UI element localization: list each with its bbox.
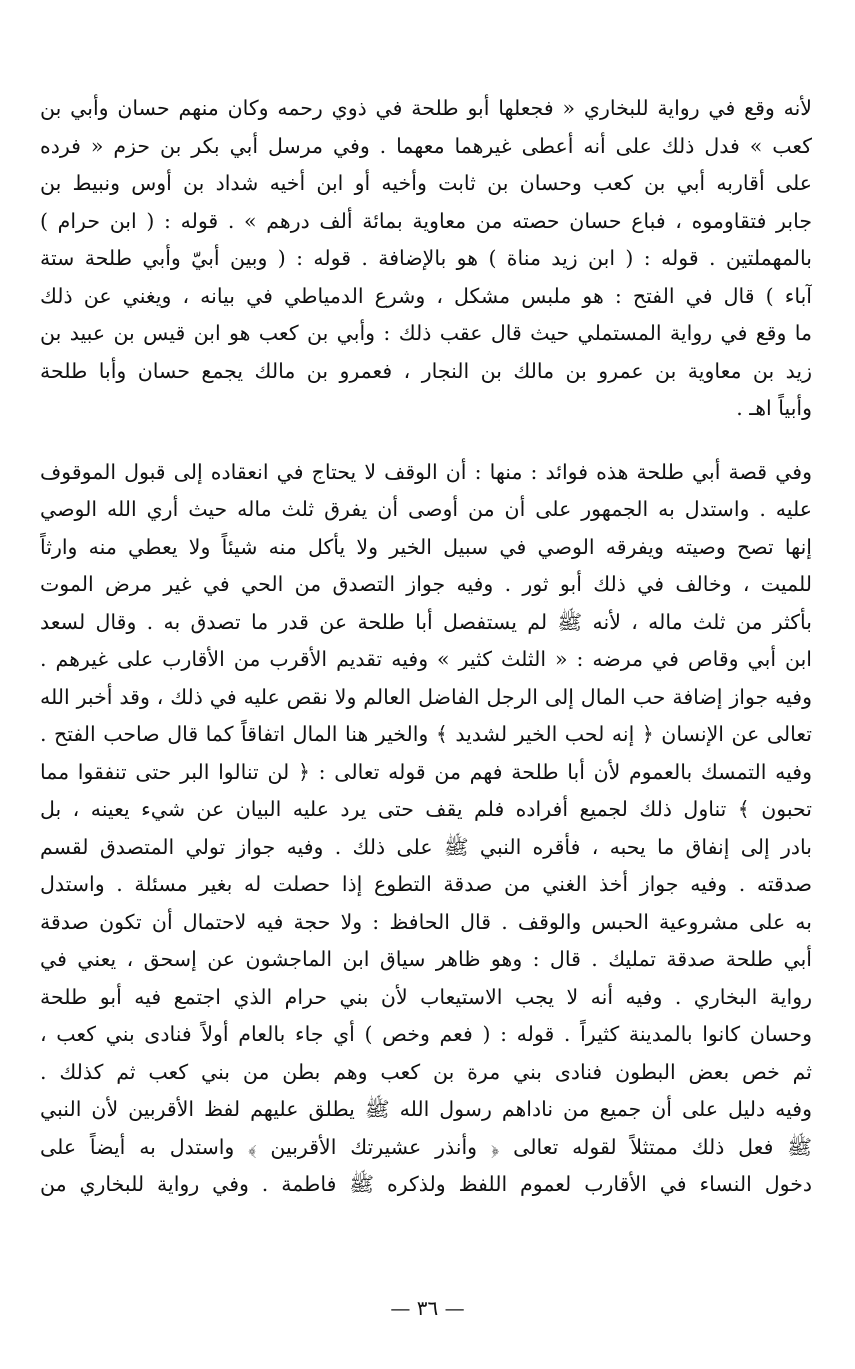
text-line: وفيه التمسك بالعموم لأن أبا طلحة فهم من قوله تعالى : ﴿ لن تنالوا البر حتى تنفقوا مما bbox=[40, 759, 812, 784]
text-line: وفيه جواز إضافة حب المال إلى الرجل الفاضل العالم ولا نقص عليه في ذلك ، وقد أخبر الله bbox=[40, 684, 812, 709]
text-line: على أقاربه أبي بن كعب وحسان بن ثابت وأخيه أو ابن أخيه شداد بن أوس ونبيط بن bbox=[40, 171, 812, 195]
text-line: ﷺ فعل ذلك ممتثلاً لقوله تعالى ﴿ وأنذر عشيرتك الأقربين ﴾ واستدل به أيضاً على bbox=[40, 1134, 812, 1159]
page-body bbox=[40, 90, 812, 1204]
paragraph-1 bbox=[40, 90, 812, 428]
text-line: وأبياً اهـ . bbox=[736, 396, 812, 420]
paragraph-gap bbox=[40, 428, 812, 454]
text-line: للميت ، وخالف في ذلك أبو ثور . وفيه جواز التصدق من الحي في غير مرض الموت bbox=[40, 572, 812, 596]
text-line: ابن أبي وقاص في مرضه : « الثلث كثير » وفيه تقديم الأقرب من الأقارب على غيرهم . bbox=[40, 647, 812, 671]
text-line: وحسان كانوا بالمدينة كثيراً . قوله : ( فعم وخص ) أي جاء بالعام أولاً فنادى بني كعب ، bbox=[40, 1022, 812, 1046]
text-line: عليه . واستدل به الجمهور على أن من أوصى أن يفرق ثلث ماله حيث أري الله الوصي bbox=[40, 497, 812, 521]
text-line: ثم خص بعض البطون فنادى بني مرة بن كعب وهم بطن من بني كعب ثم كذلك . bbox=[40, 1059, 812, 1084]
text-line: آباء ) قال في الفتح : هو ملبس مشكل ، وشرع الدمياطي في بيانه ، ويغني عن ذلك bbox=[40, 283, 812, 308]
text-line: بادر إلى إنفاق ما يحبه ، فأقره النبي ﷺ على ذلك . وفيه جواز تولي المتصدق لقسم bbox=[40, 834, 812, 859]
text-line: أبي طلحة صدقة تمليك . قال : وهو ظاهر سياق ابن الماجشون عن إسحق ، يعني في bbox=[40, 947, 812, 971]
text-line: بالمهملتين . قوله : ( ابن زيد مناة ) هو بالإضافة . قوله : ( وبين أبيّ وأبي طلحة ستة bbox=[40, 246, 812, 270]
text-line: لأنه وقع في رواية للبخاري « فجعلها أبو طلحة في ذوي رحمه وكان منهم حسان وأبي بن bbox=[40, 96, 812, 120]
text-line: به على مشروعية الحبس والوقف . قال الحافظ : ولا حجة فيه لاحتمال أن تكون صدقة bbox=[40, 909, 812, 934]
text-line: صدقته . وفيه جواز أخذ الغني من صدقة التطوع إذا حصلت له بغير مسئلة . واستدل bbox=[40, 872, 812, 896]
text-line: رواية البخاري . وفيه أنه لا يجب الاستيعاب لأن بني حرام الذي اجتمع فيه أبو طلحة bbox=[40, 984, 812, 1009]
text-line: إنها تصح وصيته ويفرقه الوصي في سبيل الخير ولا يأكل منه شيئاً ولا يعطي منه وارثاً bbox=[40, 534, 812, 559]
text-line: جابر فتقاوموه ، فباع حسان حصته من معاوية بمائة ألف درهم » . قوله : ( ابن حرام ) bbox=[40, 208, 812, 233]
text-line: زيد بن معاوية بن عمرو بن مالك بن النجار ، فعمرو بن مالك يجمع حسان وأبا طلحة bbox=[40, 358, 812, 383]
text-line: تعالى عن الإنسان ﴿ إنه لحب الخير لشديد ﴾ والخير هنا المال اتفاقاً كما قال صاحب الفتح . bbox=[40, 722, 812, 746]
text-line: وفيه دليل على أن جميع من ناداهم رسول الله ﷺ يطلق عليهم لفظ الأقربين لأن النبي bbox=[40, 1097, 812, 1121]
text-line: تحبون ﴾ تناول ذلك لجميع أفراده فلم يقف حتى يرد عليه البيان عن شيء يعينه ، بل bbox=[40, 797, 812, 821]
text-line: كعب » فدل ذلك على أنه أعطى غيرهما معهما . وفي مرسل أبي بكر بن حزم « فرده bbox=[40, 133, 812, 158]
text-line: دخول النساء في الأقارب لعموم اللفظ ولذكره ﷺ فاطمة . وفي رواية للبخاري من bbox=[40, 1172, 812, 1196]
text-line: بأكثر من ثلث ماله ، لأنه ﷺ لم يستفصل أبا طلحة عن قدر ما تصدق به . وقال لسعد bbox=[40, 609, 812, 634]
text-line: ما وقع في رواية المستملي حيث قال عقب ذلك : وأبي بن كعب هو ابن قيس بن عبيد بن bbox=[40, 321, 812, 345]
text-line: وفي قصة أبي طلحة هذه فوائد : منها : أن الوقف لا يحتاج في انعقاده إلى قبول الموقوف bbox=[40, 459, 812, 484]
paragraph-2 bbox=[40, 454, 812, 1204]
page-number: — ٣٦ — bbox=[390, 1296, 465, 1320]
